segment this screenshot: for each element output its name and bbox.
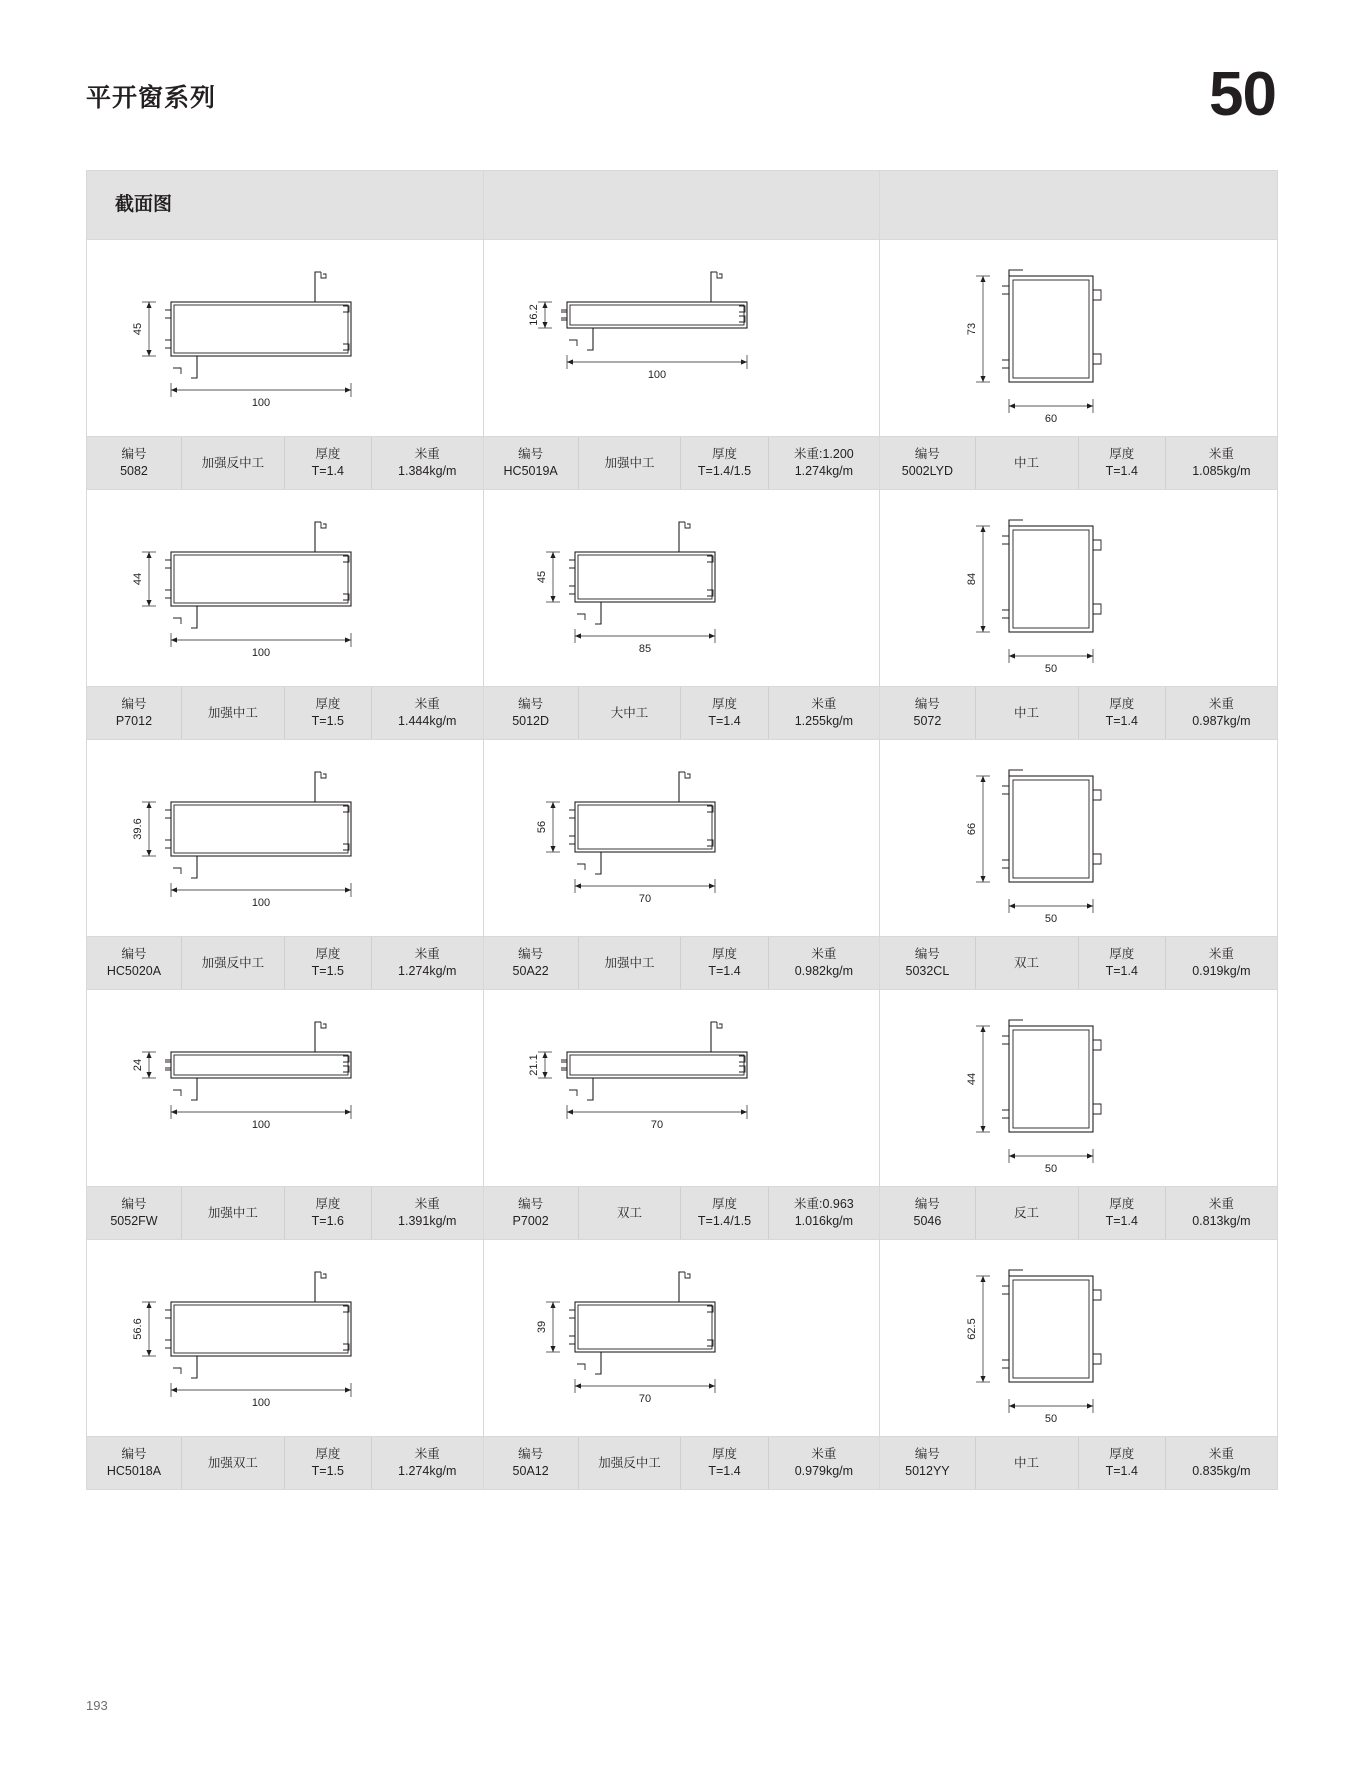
band-cell (880, 171, 1277, 239)
spec-weight-label: 米重 (811, 947, 837, 961)
spec-code-value: 5032CL (905, 964, 950, 978)
spec-weight (372, 937, 483, 989)
spec-thickness-value: T=1.4 (708, 964, 741, 978)
spec-code-value: HC5018A (106, 1464, 162, 1478)
spec-thickness (1079, 687, 1166, 739)
profile-cell (880, 490, 1277, 739)
spec-thickness-value: T=1.4 (1105, 714, 1138, 728)
profile-cell (87, 1240, 484, 1489)
spec-weight-value: 1.274kg/m (398, 1464, 457, 1478)
svg-text:45: 45 (131, 322, 144, 336)
spec-weight (769, 437, 880, 489)
table-row (87, 239, 1277, 489)
profile-spec (87, 1186, 483, 1239)
spec-code-value: 5046 (913, 1214, 942, 1228)
spec-type (182, 1437, 285, 1489)
spec-thickness-label: 厚度 (1109, 947, 1135, 961)
spec-thickness (285, 687, 372, 739)
spec-type-value: 双工 (617, 1205, 643, 1220)
profile-spec (87, 686, 483, 739)
spec-thickness-value: T=1.5 (311, 714, 344, 728)
spec-weight-label: 米重 (414, 1197, 440, 1211)
profile-section-drawing (880, 240, 1277, 436)
spec-weight-value: 1.085kg/m (1192, 464, 1251, 478)
profile-section-drawing (880, 990, 1277, 1186)
spec-type-value: 加强反中工 (598, 1455, 661, 1470)
profile-spec (880, 436, 1277, 489)
spec-thickness-label: 厚度 (711, 1447, 737, 1461)
spec-code-label: 编号 (518, 1197, 544, 1211)
table-band-header (87, 171, 1277, 239)
svg-text:16.2: 16.2 (528, 304, 541, 326)
spec-code-label: 编号 (121, 1447, 147, 1461)
spec-weight-label: 米重 (811, 1447, 837, 1461)
table-row (87, 739, 1277, 989)
spec-thickness-label: 厚度 (1109, 1197, 1135, 1211)
spec-thickness (285, 937, 372, 989)
spec-thickness (681, 1187, 768, 1239)
svg-text:85: 85 (639, 643, 652, 655)
spec-type-value: 加强双工 (207, 1455, 258, 1470)
spec-code (484, 437, 579, 489)
spec-weight-label: 米重 (414, 447, 440, 461)
spec-type-value: 加强中工 (604, 455, 655, 470)
series-number: 50 (1209, 60, 1276, 129)
spec-thickness-label: 厚度 (315, 1197, 341, 1211)
svg-text:50: 50 (1044, 1413, 1057, 1425)
spec-type-value: 大中工 (610, 705, 649, 720)
profile-cell (87, 240, 484, 489)
svg-text:50: 50 (1044, 1163, 1057, 1175)
svg-text:56: 56 (536, 820, 549, 834)
spec-code (87, 937, 182, 989)
profile-spec (880, 936, 1277, 989)
spec-weight-value: 0.813kg/m (1192, 1214, 1251, 1228)
spec-weight (769, 1437, 880, 1489)
spec-thickness-value: T=1.4 (1105, 1214, 1138, 1228)
svg-text:39.6: 39.6 (131, 818, 144, 840)
svg-text:39: 39 (536, 1320, 549, 1334)
spec-code-label: 编号 (914, 697, 940, 711)
spec-code-value: HC5020A (106, 964, 162, 978)
spec-weight-value: 1.255kg/m (794, 714, 854, 728)
spec-weight-label: 米重 (1208, 697, 1234, 711)
spec-type-value: 加强反中工 (201, 455, 265, 470)
svg-text:45: 45 (536, 570, 549, 584)
spec-code-label: 编号 (914, 447, 940, 461)
spec-type (182, 687, 285, 739)
profile-cell (484, 490, 881, 739)
spec-code-label: 编号 (914, 1447, 940, 1461)
svg-text:44: 44 (965, 1072, 978, 1086)
spec-thickness-value: T=1.4/1.5 (697, 464, 752, 478)
spec-weight-value: 1.384kg/m (398, 464, 457, 478)
spec-weight-label: 米重 (414, 697, 440, 711)
profile-cell (484, 740, 881, 989)
profile-spec (87, 936, 483, 989)
spec-thickness (285, 437, 372, 489)
profile-section-drawing (484, 240, 880, 436)
spec-weight-label: 米重 (414, 1447, 440, 1461)
profile-cell (880, 740, 1277, 989)
spec-weight (1166, 437, 1277, 489)
spec-weight-label: 米重 (811, 697, 837, 711)
spec-weight-value: 0.835kg/m (1192, 1464, 1251, 1478)
spec-thickness-label: 厚度 (315, 1447, 341, 1461)
band-cell (87, 171, 484, 239)
spec-weight (372, 437, 483, 489)
profile-section-drawing (87, 990, 483, 1186)
spec-thickness-label: 厚度 (711, 697, 737, 711)
profile-cell (880, 240, 1277, 489)
spec-code-label: 编号 (121, 1197, 147, 1211)
table-rows (87, 239, 1277, 1489)
spec-thickness-value: T=1.6 (311, 1214, 344, 1228)
profile-table (86, 170, 1278, 1490)
spec-code (880, 1187, 975, 1239)
spec-weight-value: 1.016kg/m (794, 1214, 854, 1228)
profile-spec (880, 1436, 1277, 1489)
spec-weight (1166, 687, 1277, 739)
spec-weight-label: 米重:0.963 (794, 1197, 854, 1211)
spec-code-value: 5002LYD (901, 464, 953, 478)
svg-text:100: 100 (251, 397, 271, 409)
table-row (87, 989, 1277, 1239)
spec-type-value: 加强中工 (604, 955, 655, 970)
spec-type (579, 437, 682, 489)
spec-code (484, 1187, 579, 1239)
spec-type-value: 加强中工 (207, 1205, 258, 1220)
spec-code-label: 编号 (518, 1447, 544, 1461)
spec-thickness-label: 厚度 (711, 1197, 737, 1211)
spec-thickness-value: T=1.4 (1105, 464, 1138, 478)
spec-thickness-label: 厚度 (315, 697, 341, 711)
profile-spec (880, 1186, 1277, 1239)
spec-code-label: 编号 (518, 697, 544, 711)
spec-thickness-value: T=1.5 (311, 964, 344, 978)
svg-text:70: 70 (651, 1119, 664, 1131)
spec-code (87, 1437, 182, 1489)
spec-code-label: 编号 (914, 947, 940, 961)
profile-section-drawing (87, 740, 483, 936)
spec-weight (769, 687, 880, 739)
profile-cell (484, 990, 881, 1239)
spec-code-label: 编号 (121, 697, 147, 711)
profile-spec (484, 436, 880, 489)
spec-code (484, 687, 579, 739)
spec-type-value: 中工 (1014, 1455, 1040, 1470)
profile-cell (880, 990, 1277, 1239)
spec-code-value: 5012D (512, 714, 550, 728)
svg-text:70: 70 (639, 893, 652, 905)
profile-spec (484, 1186, 880, 1239)
profile-section-drawing (87, 1240, 483, 1436)
spec-code (87, 1187, 182, 1239)
spec-thickness-label: 厚度 (1109, 697, 1135, 711)
spec-thickness-value: T=1.5 (311, 1464, 344, 1478)
spec-weight-value: 0.982kg/m (794, 964, 854, 978)
spec-type (976, 687, 1079, 739)
spec-code-label: 编号 (518, 947, 544, 961)
spec-weight-label: 米重 (1208, 1197, 1234, 1211)
spec-type (976, 937, 1079, 989)
spec-thickness (1079, 937, 1166, 989)
spec-type (976, 437, 1079, 489)
spec-type-value: 中工 (1014, 705, 1040, 720)
spec-weight (1166, 1187, 1277, 1239)
spec-thickness (1079, 437, 1166, 489)
spec-thickness-value: T=1.4 (708, 714, 741, 728)
profile-spec (484, 936, 880, 989)
spec-code-value: 5052FW (110, 1214, 158, 1228)
spec-code (484, 1437, 579, 1489)
spec-weight-label: 米重 (1208, 447, 1234, 461)
profile-section-drawing (880, 1240, 1277, 1436)
spec-weight-value: 0.919kg/m (1192, 964, 1251, 978)
table-row (87, 489, 1277, 739)
spec-type (579, 937, 682, 989)
spec-thickness-value: T=1.4 (708, 1464, 741, 1478)
spec-type (976, 1187, 1079, 1239)
spec-code (484, 937, 579, 989)
spec-code (87, 687, 182, 739)
svg-text:73: 73 (965, 322, 978, 336)
spec-code-value: 5072 (913, 714, 942, 728)
profile-section-drawing (87, 490, 483, 686)
spec-thickness (1079, 1187, 1166, 1239)
spec-code (880, 687, 975, 739)
svg-text:60: 60 (1044, 413, 1057, 425)
spec-weight-value: 1.274kg/m (794, 464, 854, 478)
profile-section-drawing (484, 1240, 880, 1436)
spec-type-value: 反工 (1014, 1205, 1040, 1220)
spec-weight (769, 937, 880, 989)
profile-section-drawing (880, 490, 1277, 686)
spec-weight (1166, 1437, 1277, 1489)
page-number: 193 (86, 1698, 108, 1713)
spec-code-value: 5012YY (905, 1464, 950, 1478)
spec-thickness-value: T=1.4/1.5 (697, 1214, 752, 1228)
spec-weight-value: 0.979kg/m (794, 1464, 854, 1478)
spec-weight-label: 米重 (414, 947, 440, 961)
profile-spec (87, 1436, 483, 1489)
spec-weight-value: 1.391kg/m (398, 1214, 457, 1228)
profile-cell (880, 1240, 1277, 1489)
table-row (87, 1239, 1277, 1489)
spec-thickness (285, 1187, 372, 1239)
spec-thickness-label: 厚度 (315, 447, 341, 461)
spec-code-value: 5082 (120, 464, 148, 478)
spec-type (182, 437, 285, 489)
spec-type (579, 1187, 682, 1239)
band-cell (484, 171, 881, 239)
profile-section-drawing (484, 740, 880, 936)
spec-thickness-label: 厚度 (711, 447, 737, 461)
spec-weight (372, 1437, 483, 1489)
svg-text:50: 50 (1044, 663, 1057, 675)
spec-code (880, 437, 975, 489)
profile-section-drawing (484, 990, 880, 1186)
spec-weight-label: 米重 (1208, 947, 1234, 961)
page-header (86, 60, 1276, 138)
spec-code-value: 50A12 (512, 1464, 549, 1478)
profile-section-drawing (484, 490, 880, 686)
spec-weight (372, 1187, 483, 1239)
svg-text:100: 100 (251, 647, 271, 659)
svg-text:100: 100 (648, 369, 667, 381)
svg-text:50: 50 (1044, 913, 1057, 925)
profile-cell (87, 990, 484, 1239)
spec-type-value: 中工 (1014, 455, 1040, 470)
spec-thickness (1079, 1437, 1166, 1489)
svg-text:84: 84 (965, 572, 978, 586)
spec-weight (372, 687, 483, 739)
spec-weight-label: 米重 (1208, 1447, 1234, 1461)
svg-text:100: 100 (251, 1397, 271, 1409)
spec-thickness-value: T=1.4 (1105, 964, 1138, 978)
spec-type-value: 加强中工 (207, 705, 258, 720)
spec-weight-value: 1.274kg/m (398, 964, 457, 978)
spec-code (87, 437, 182, 489)
svg-text:62.5: 62.5 (965, 1318, 978, 1340)
profile-spec (484, 1436, 880, 1489)
band-title: 截面图 (115, 194, 173, 215)
spec-thickness-label: 厚度 (711, 947, 737, 961)
spec-thickness-label: 厚度 (1109, 1447, 1135, 1461)
spec-code-value: HC5019A (503, 464, 558, 478)
spec-type (182, 937, 285, 989)
spec-code-label: 编号 (121, 447, 147, 461)
spec-weight-value: 1.444kg/m (398, 714, 457, 728)
profile-cell (87, 490, 484, 739)
spec-weight-value: 0.987kg/m (1192, 714, 1251, 728)
profile-spec (484, 686, 880, 739)
profile-spec (87, 436, 483, 489)
spec-weight (769, 1187, 880, 1239)
spec-type (579, 1437, 682, 1489)
spec-code-value: P7002 (512, 1214, 549, 1228)
spec-type (976, 1437, 1079, 1489)
svg-text:100: 100 (251, 1119, 271, 1131)
page-title: 平开窗系列 (86, 84, 217, 112)
spec-thickness (681, 1437, 768, 1489)
spec-code-value: P7012 (115, 714, 153, 728)
svg-text:21.1: 21.1 (528, 1054, 541, 1076)
spec-code (880, 1437, 975, 1489)
spec-thickness (681, 687, 768, 739)
spec-thickness-value: T=1.4 (1105, 1464, 1138, 1478)
spec-code (880, 937, 975, 989)
spec-thickness (681, 937, 768, 989)
spec-type (579, 687, 682, 739)
svg-text:100: 100 (251, 897, 271, 909)
spec-code-label: 编号 (914, 1197, 940, 1211)
spec-thickness (285, 1437, 372, 1489)
svg-text:56.6: 56.6 (131, 1318, 144, 1340)
profile-cell (484, 240, 881, 489)
svg-text:70: 70 (639, 1393, 652, 1405)
profile-cell (87, 740, 484, 989)
profile-cell (484, 1240, 881, 1489)
spec-thickness (681, 437, 768, 489)
svg-text:24: 24 (131, 1058, 144, 1072)
spec-weight-label: 米重:1.200 (794, 447, 854, 461)
spec-code-value: 50A22 (512, 964, 549, 978)
svg-text:44: 44 (131, 572, 144, 586)
spec-type-value: 双工 (1014, 955, 1040, 970)
spec-thickness-label: 厚度 (315, 947, 341, 961)
spec-thickness-value: T=1.4 (311, 464, 344, 478)
spec-type (182, 1187, 285, 1239)
spec-code-label: 编号 (518, 447, 544, 461)
spec-code-label: 编号 (121, 947, 147, 961)
svg-text:66: 66 (965, 822, 978, 836)
profile-section-drawing (880, 740, 1277, 936)
spec-thickness-label: 厚度 (1109, 447, 1135, 461)
spec-type-value: 加强反中工 (201, 955, 265, 970)
spec-weight (1166, 937, 1277, 989)
profile-spec (880, 686, 1277, 739)
profile-section-drawing (87, 240, 483, 436)
